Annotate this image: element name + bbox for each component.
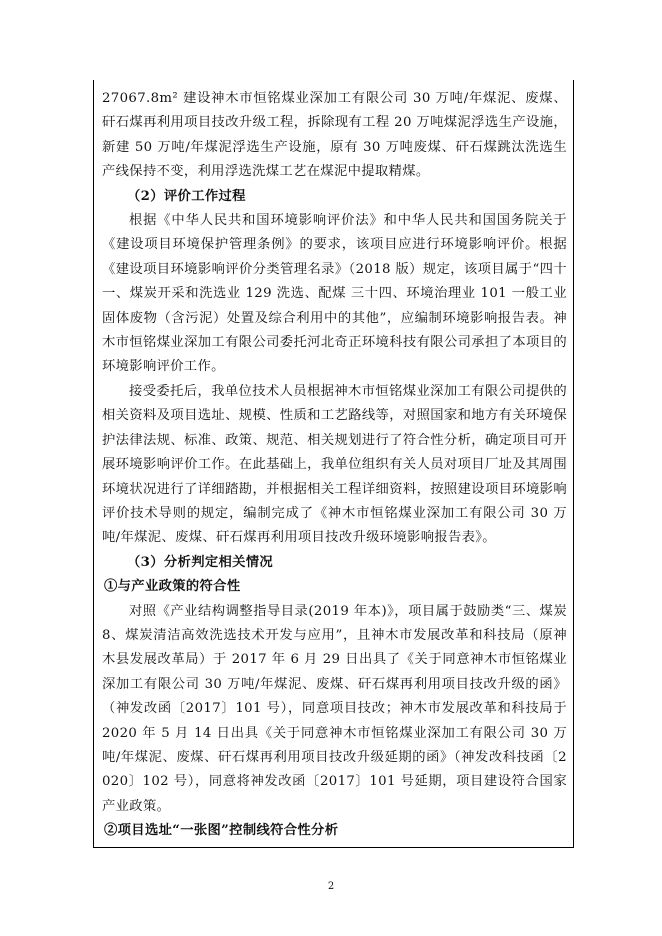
paragraph-process-1: 根据《中华人民共和国环境影响评价法》和中华人民共和国国务院关于《建设项目环境保护管理条例》的要求，该项目应进行环境影响评价。根据《建设项目环境影响评价分类管理名录》（2018 版）规定，该项目属于“四十一、煤炭开采和洗选业 129 洗选、配煤 三十四、环境治理业 101 一般工业固体废物（含污泥）处置及综合利用中的其他”，应编制环境影响报告表。神木市恒铭煤业深加工有限公司委托河北奇正环境科技有限公司承担了本项目的环境影响评价工作。: [102, 213, 567, 375]
heading-evaluation-process: （2）评价工作过程: [127, 188, 246, 204]
paragraph-site-selection: [102, 844, 567, 848]
heading-site-selection: ②项目选址“一张图”控制线符合性分析: [104, 823, 339, 839]
heading-analysis: （3）分析判定相关情况: [127, 554, 274, 570]
heading-industrial-policy: ①与产业政策的符合性: [104, 579, 241, 595]
document-body: [102, 80, 567, 848]
paragraph-process-2: 接受委托后，我单位技术人员根据神木市恒铭煤业深加工有限公司提供的相关资料及项目选址、规模、性质和工艺路线等，对照国家和地方有关环境保护法律法规、标准、政策、规范、相关规划进行了符合性分析，确定项目可开展环境影响评价工作。在此基础上，我单位组织有关人员对项目厂址及其周围环境状况进行了详细踏勘，并根据相关工程详细资料，按照建设项目环境影响评价技术导则的规定，编制完成了《神木市恒铭煤业深加工有限公司 30 万吨/年煤泥、废煤、矸石煤再利用项目技改升级环境影响报告表》。: [102, 383, 567, 546]
page-number: 2: [327, 881, 335, 892]
paragraph-intro: 27067.8m² 建设神木市恒铭煤业深加工有限公司 30 万吨/年煤泥、废煤、矸石煤再利用项目技改升级工程，拆除现有工程 20 万吨煤泥浮选生产设施，新建 50 万吨/年煤泥浮选生产设施，原有 30 万吨废煤、矸石煤跳汰洗选生产线保持不变，利用浮选洗煤工艺在煤泥中提取精煤。: [102, 91, 567, 180]
document-frame: [93, 80, 574, 848]
paragraph-industrial-policy: 对照《产业结构调整指导目录(2019 年本)》，项目属于鼓励类“三、煤炭 8、煤炭清洁高效洗选技术开发与应用”，且神木市发展改革和科技局（原神木县发展改革局）于 2017 年 6 月 29 日出具了《关于同意神木市恒铭煤业深加工有限公司 30 万吨/年煤泥、废煤、矸石煤再利用项目技改升级的函》（神发改函〔2017〕101 号），同意项目技改；神木市发展改革和科技局于 2020 年 5 月 14 日出具《关于同意神木市恒铭煤业深加工有限公司 30 万吨/年煤泥、废煤、矸石煤再利用项目技改升级延期的函》（神发改科技函〔2020〕102 号），同意将神发改函〔2017〕101 号延期，项目建设符合国家产业政策。: [102, 603, 567, 814]
